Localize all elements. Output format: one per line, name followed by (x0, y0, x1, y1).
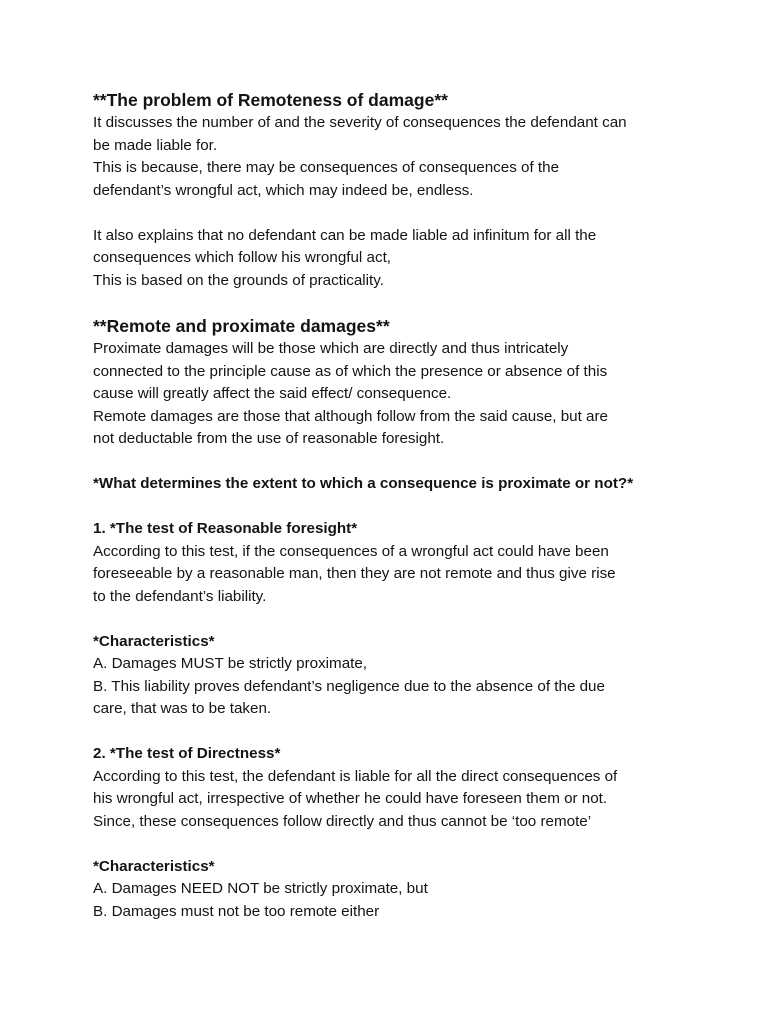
heading-remote-proximate: **Remote and proximate damages** (93, 316, 390, 336)
paragraph-line: be made liable for. (93, 136, 218, 154)
paragraph-line: cause will greatly affect the said effect/ consequence. (93, 385, 452, 402)
paragraph-line: Remote damages are those that although follow from the said cause, but are (93, 407, 608, 425)
paragraph-line: his wrongful act, irrespective of whether he could have foreseen them or not. (93, 790, 608, 807)
paragraph-line: Since, these consequences follow directly and thus cannot be ‘too remote’ (93, 812, 592, 830)
characteristics-heading: *Characteristics* (93, 857, 215, 875)
heading-reasonable-foresight: 1. *The test of Reasonable foresight* (93, 520, 358, 537)
characteristics-heading: *Characteristics* (93, 632, 215, 650)
paragraph-line: connected to the principle cause as of which the presence or absence of this (93, 362, 608, 380)
paragraph-line: According to this test, if the consequences of a wrongful act could have been (93, 542, 609, 560)
paragraph-line: Proximate damages will be those which are directly and thus intricately (93, 340, 569, 357)
paragraph-gap (93, 721, 693, 744)
paragraph-gap (93, 292, 693, 314)
paragraph-line: According to this test, the defendant is liable for all the direct consequences of (93, 767, 618, 785)
paragraph-line: It also explains that no defendant can be made liable ad infinitum for all the (93, 226, 597, 244)
question-heading: *What determines the extent to which a consequence is proximate or not?* (93, 475, 634, 492)
paragraph-line: B. Damages must not be too remote either (93, 902, 380, 920)
paragraph-line: This is because, there may be consequences of consequences of the (93, 159, 560, 176)
paragraph-line: to the defendant’s liability. (93, 587, 267, 605)
paragraph-gap (93, 451, 693, 474)
paragraph-line: This is based on the grounds of practicality. (93, 271, 384, 289)
paragraph-line: consequences which follow his wrongful act, (93, 249, 392, 266)
heading-remoteness: **The problem of Remoteness of damage** (93, 90, 448, 110)
heading-directness: 2. *The test of Directness* (93, 745, 281, 762)
paragraph-line: care, that was to be taken. (93, 700, 272, 717)
paragraph-line: B. This liability proves defendant’s negligence due to the absence of the due (93, 677, 605, 695)
paragraph-line: not deductable from the use of reasonable foresight. (93, 430, 445, 447)
paragraph-line: It discusses the number of and the severity of consequences the defendant can (93, 114, 627, 131)
document-page (93, 88, 693, 923)
paragraph-line: A. Damages MUST be strictly proximate, (93, 655, 368, 672)
paragraph-line: A. Damages NEED NOT be strictly proximate, but (93, 880, 428, 897)
paragraph-gap (93, 202, 693, 225)
paragraph-line: foreseeable by a reasonable man, then they are not remote and thus give rise (93, 565, 616, 582)
paragraph-gap (93, 496, 693, 519)
paragraph-gap (93, 608, 693, 631)
paragraph-gap (93, 833, 693, 856)
paragraph-line: defendant’s wrongful act, which may indeed be, endless. (93, 181, 474, 199)
